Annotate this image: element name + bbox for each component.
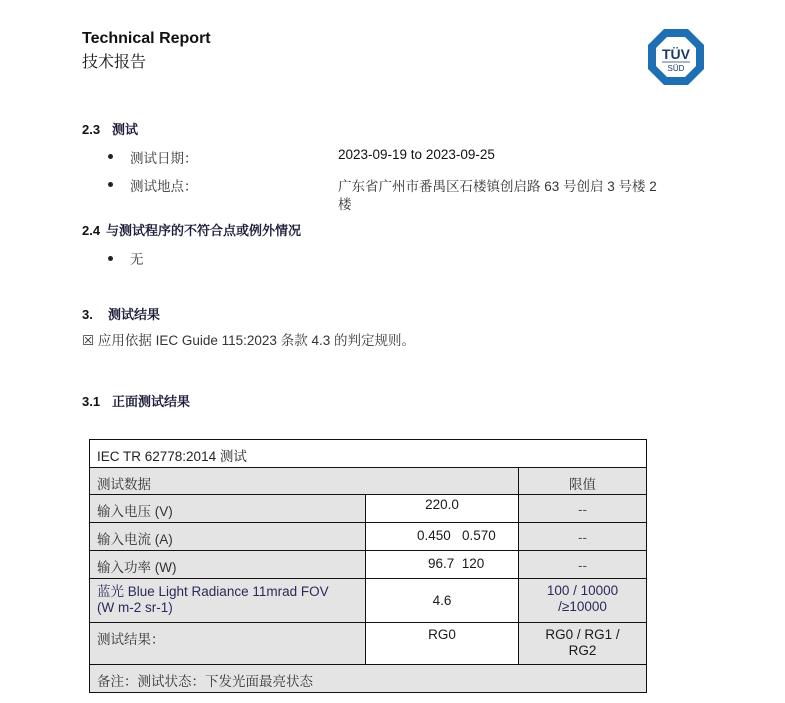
row-label: 测试结果：: [90, 623, 366, 665]
bullet-icon: [108, 182, 113, 187]
row-label: 蓝光 Blue Light Radiance 11mrad FOV (W m-2 sr-1): [90, 579, 366, 623]
bullet-icon: [108, 154, 113, 159]
table-row-blue-light: [90, 579, 647, 623]
report-subtitle: 技术报告: [82, 54, 147, 71]
row-limit: --: [519, 551, 647, 579]
test-date-label: 测试日期：: [130, 151, 198, 166]
row-limit: 100 / 10000 /≥10000: [519, 579, 647, 623]
row-limit: --: [519, 495, 647, 523]
table-row: [90, 523, 647, 551]
row-value: 0.450 0.570: [366, 523, 519, 551]
report-title: Technical Report: [82, 30, 211, 47]
row-limit: RG0 / RG1 / RG2: [519, 623, 647, 665]
svg-text:SÜD: SÜD: [667, 64, 685, 73]
row-label: 输入电流 (A): [90, 523, 366, 551]
test-location-value-line2: 楼: [338, 197, 352, 212]
test-date-value: 2023-09-19 to 2023-09-25: [338, 147, 495, 162]
decision-rule-note: ☒ 应用依据 IEC Guide 115:2023 条款 4.3 的判定规则。: [82, 333, 415, 348]
tuv-sud-logo: [647, 28, 705, 86]
row-label: 输入功率 (W): [90, 551, 366, 579]
svg-text:TÜV: TÜV: [662, 46, 690, 62]
section-2-3-heading: 2.3 测试: [82, 122, 139, 137]
section-3-heading: 3. 测试结果: [82, 307, 161, 322]
header-limit: 限值: [519, 468, 647, 495]
section-2-4-heading: 2.4 与测试程序的不符合点或例外情况: [82, 223, 302, 238]
table-title-row: [90, 440, 647, 468]
bullet-icon: [108, 256, 113, 261]
test-location-value-line1: 广东省广州市番禺区石楼镇创启路 63 号创启 3 号楼 2: [338, 179, 657, 194]
table-header-row: [90, 468, 647, 495]
row-value: 4.6: [366, 579, 519, 623]
table-row: [90, 551, 647, 579]
nonconformity-none: 无: [130, 252, 144, 267]
table-remark-row: [90, 665, 647, 693]
tuv-octagon-icon: [647, 28, 705, 86]
row-value: 96.7 120: [366, 551, 519, 579]
table-row-result: [90, 623, 647, 665]
row-label: 输入电压 (V): [90, 495, 366, 523]
test-results-table: [89, 439, 647, 693]
row-limit: --: [519, 523, 647, 551]
table-row: [90, 495, 647, 523]
table-remark: 备注：测试状态：下发光面最亮状态: [90, 665, 647, 693]
table-title: IEC TR 62778:2014 测试: [90, 440, 647, 468]
row-value: RG0: [366, 623, 519, 665]
section-3-1-heading: 3.1 正面测试结果: [82, 394, 191, 409]
test-location-label: 测试地点：: [130, 179, 198, 194]
header-test-data: 测试数据: [90, 468, 519, 495]
row-value: 220.0: [366, 495, 519, 523]
